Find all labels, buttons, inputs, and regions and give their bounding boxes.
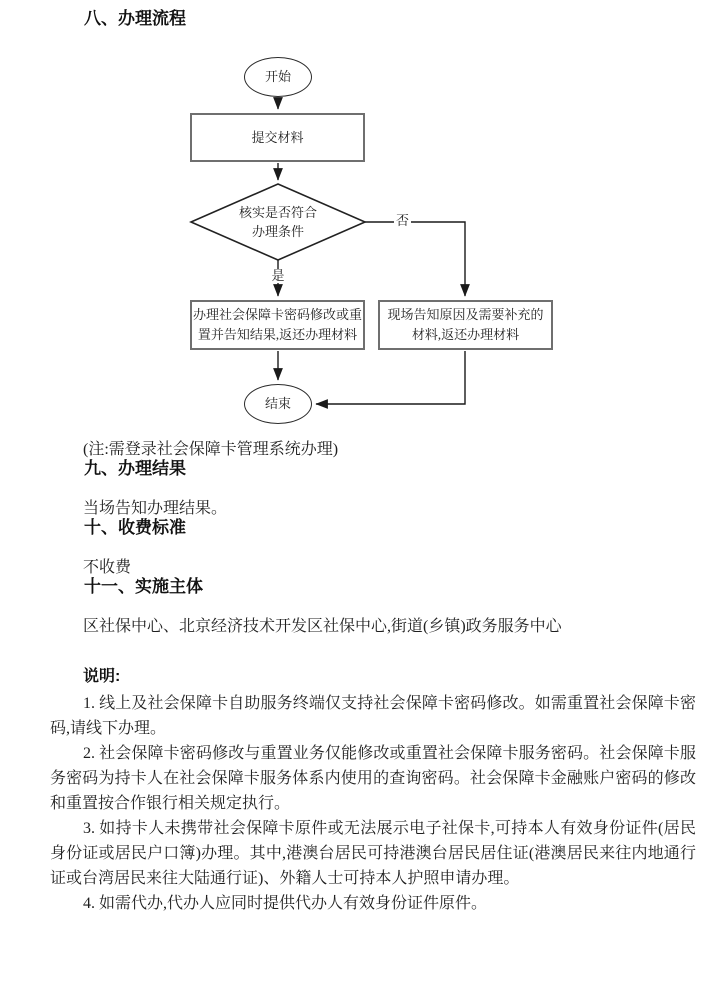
flowchart-start-node — [244, 57, 312, 97]
reject-node-line1: 现场告知原因及需要补充的 — [387, 307, 544, 322]
section-9-body: 当场告知办理结果。 — [83, 500, 228, 517]
flowchart-end-node — [244, 384, 312, 424]
flowchart-decision-node — [191, 184, 365, 260]
section-10-body: 不收费 — [83, 559, 132, 576]
approve-node-line2: 置并告知结果,返还办理材料 — [197, 327, 358, 342]
end-node-label: 结束 — [264, 396, 291, 411]
section-8-heading: 八、办理流程 — [84, 9, 186, 28]
notes-heading: 说明: — [83, 668, 121, 685]
no-branch-label: 否 — [396, 213, 410, 228]
flowchart-footnote: (注:需登录社会保障卡管理系统办理) — [83, 441, 339, 458]
decision-node-line2: 办理条件 — [251, 224, 304, 239]
note-item-1: 1. 线上及社会保障卡自助服务终端仅支持社会保障卡密码修改。如需重置社会保障卡密码,请线下办理。 — [50, 695, 696, 737]
note-item-4: 4. 如需代办,代办人应同时提供代办人有效身份证件原件。 — [83, 895, 488, 912]
submit-node-label: 提交材料 — [251, 129, 304, 145]
section-11-heading: 十一、实施主体 — [84, 577, 203, 596]
section-11-body: 区社保中心、北京经济技术开发区社保中心,街道(乡镇)政务服务中心 — [83, 618, 562, 635]
arrow-reject-to-end — [316, 351, 465, 404]
flowchart-approve-node — [190, 300, 365, 350]
note-item-2: 2. 社会保障卡密码修改与重置业务仅能修改或重置社会保障卡服务密码。社会保障卡服务密码为持卡人在社会保障卡服务体系内使用的查询密码。社会保障卡金融账户密码的修改和重置按合作银行相关规定执行。 — [50, 745, 696, 812]
flowchart-reject-node — [378, 300, 553, 350]
flowchart-submit-node — [190, 113, 365, 162]
flowchart-connector-svg — [50, 57, 696, 424]
flowchart — [50, 57, 696, 424]
reject-node-line2: 材料,返还办理材料 — [411, 327, 520, 342]
note-item-3: 3. 如持卡人未携带社会保障卡原件或无法展示电子社保卡,可持本人有效身份证件(居民身份证或居民户口簿)办理。其中,港澳台居民可持港澳台居民居住证(港澳居民来往内地通行证或台湾居民来往大陆通行证)、外籍人士可持本人护照申请办理。 — [50, 820, 696, 887]
section-9-heading: 九、办理结果 — [84, 459, 186, 478]
section-10-heading: 十、收费标准 — [84, 518, 186, 537]
arrow-decision-no-branch — [365, 222, 465, 296]
start-node-label: 开始 — [264, 69, 291, 84]
yes-branch-label: 是 — [271, 268, 285, 283]
approve-node-line1: 办理社会保障卡密码修改或重 — [192, 307, 362, 322]
decision-node-line1: 核实是否符合 — [238, 205, 317, 220]
notes-block — [50, 691, 696, 916]
